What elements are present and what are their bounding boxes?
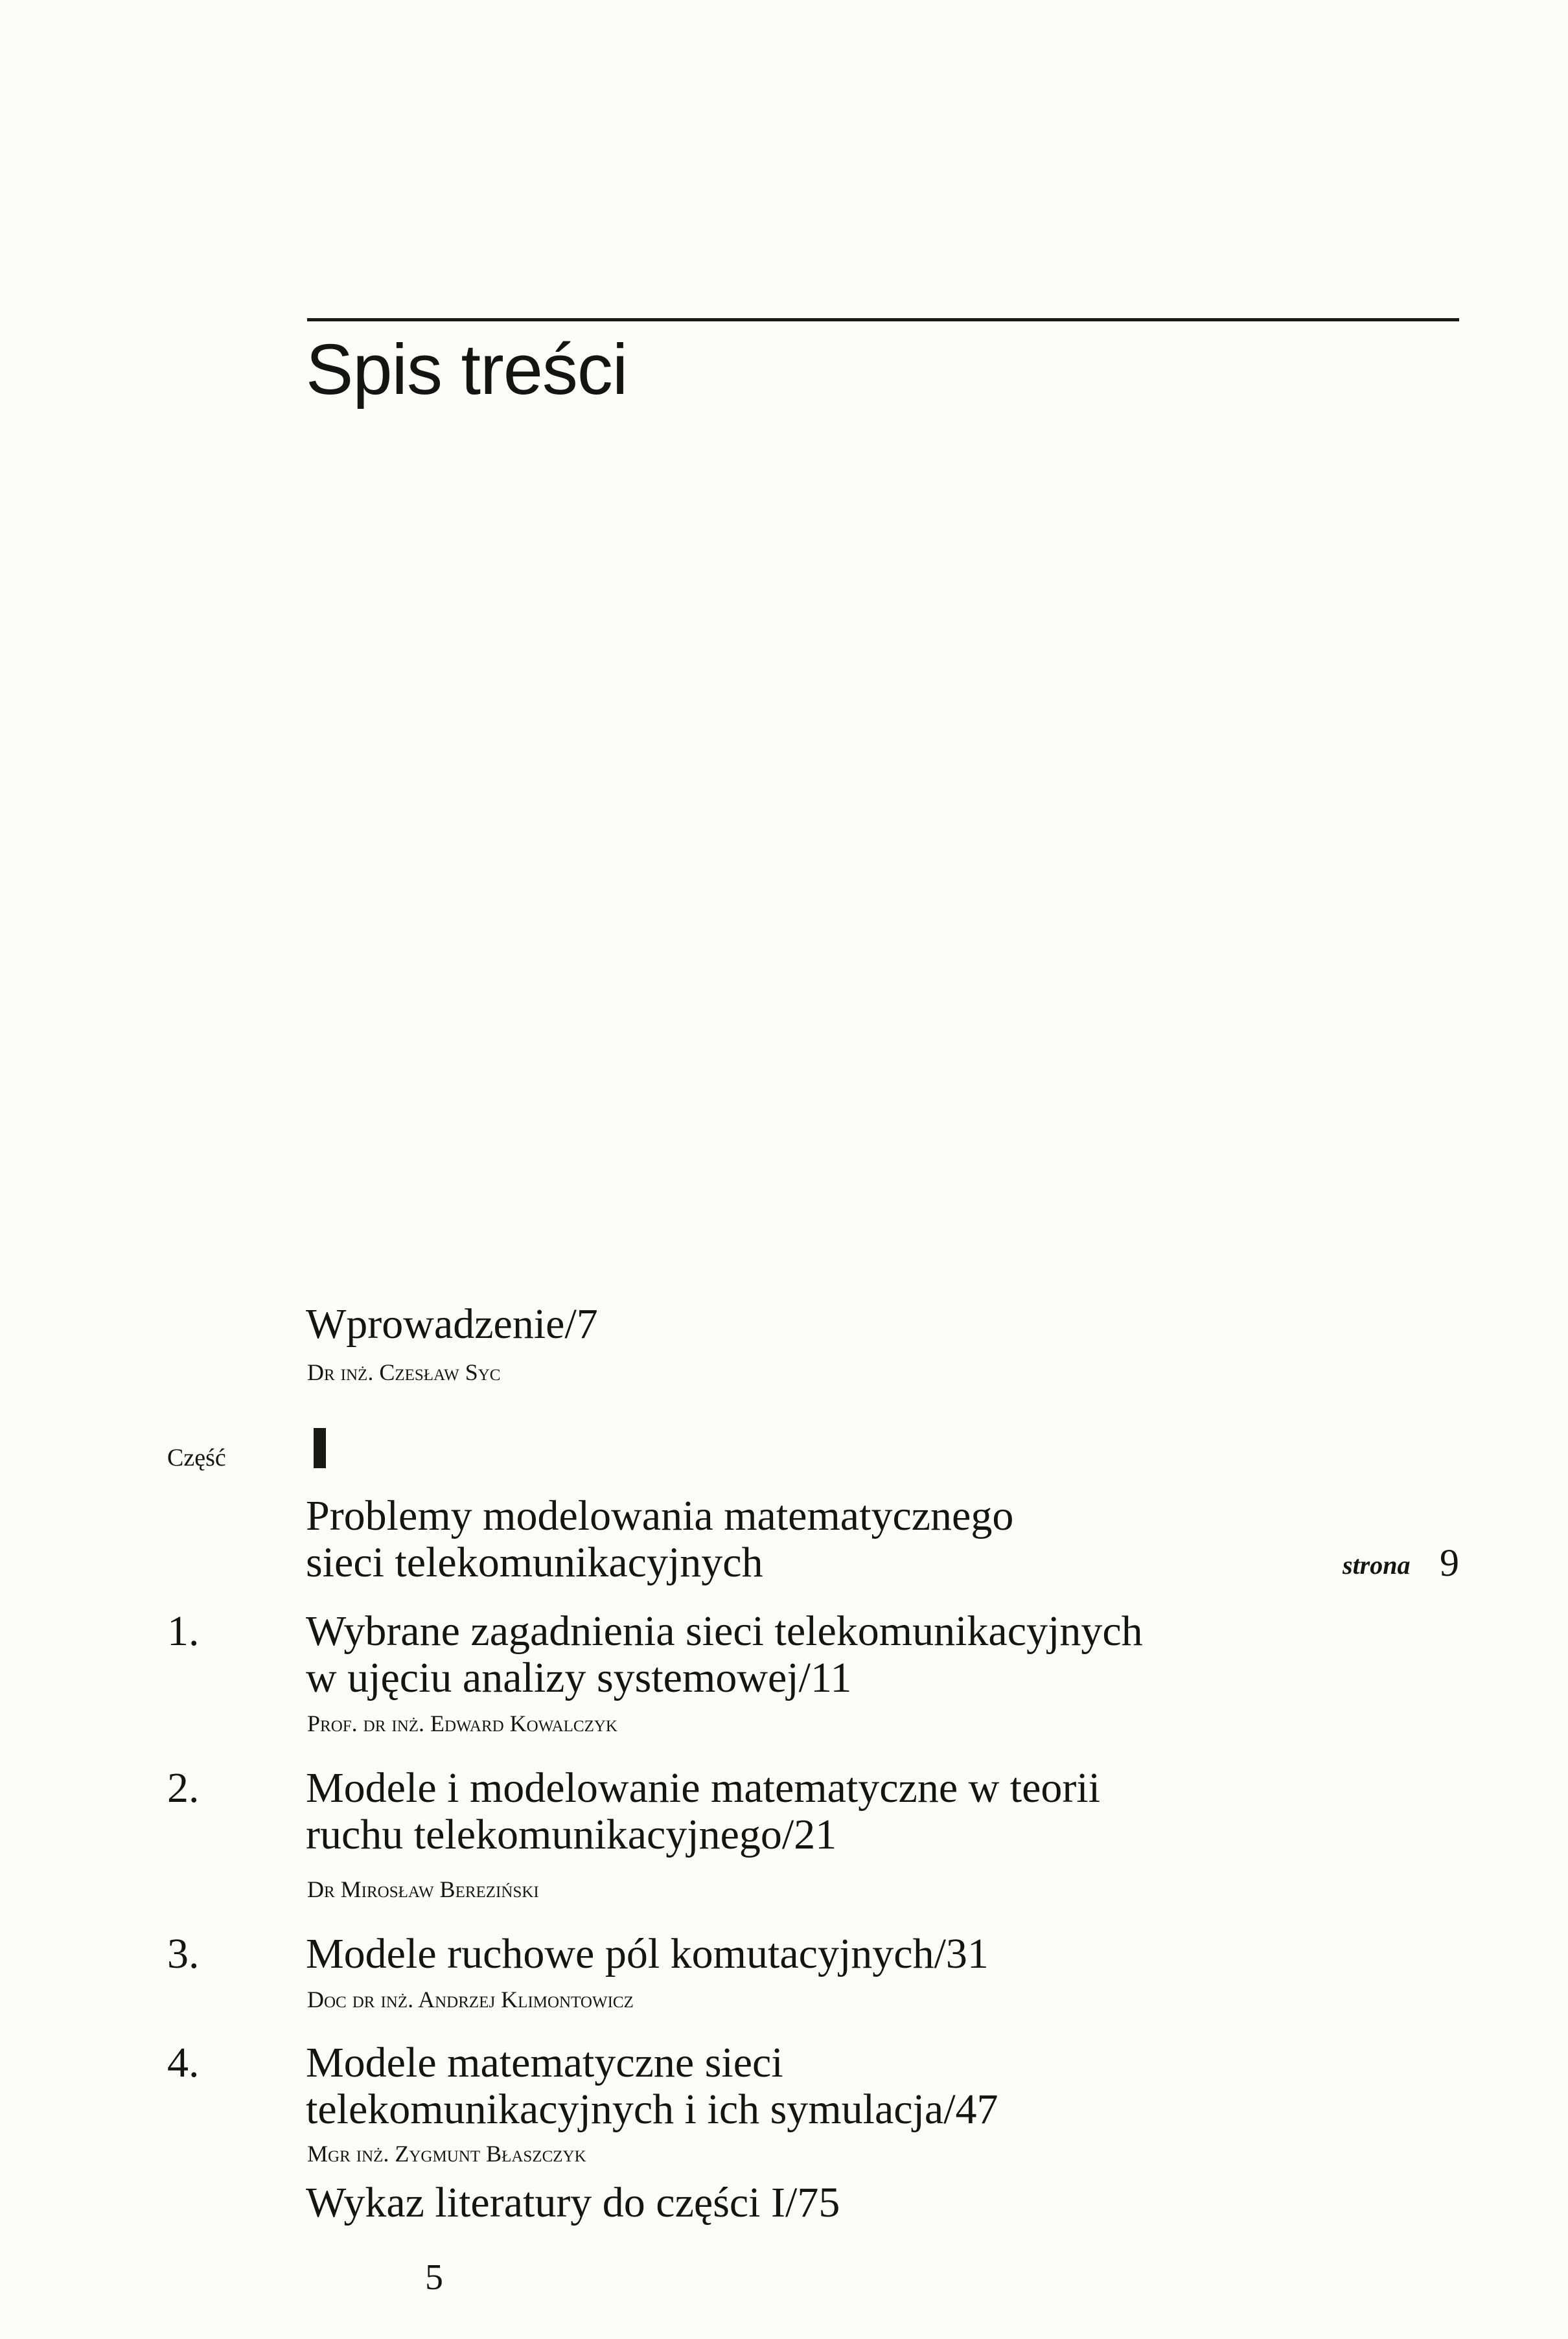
page-number: 5 xyxy=(425,2257,443,2298)
chapter-2-title-line2: ruchu telekomunikacyjnego/21 xyxy=(306,1811,837,1858)
part-numeral xyxy=(314,1428,326,1468)
chapter-4-title-line1: Modele matematyczne sieci xyxy=(306,2039,783,2086)
title-rule xyxy=(307,318,1459,321)
page-title: Spis treści xyxy=(306,330,628,409)
part-title-line1: Problemy modelowania matematycznego xyxy=(306,1492,1014,1539)
intro-author: Dr inż. Czesław Syc xyxy=(307,1359,501,1385)
chapter-3-number: 3. xyxy=(167,1930,200,1977)
chapter-3-title-line1: Modele ruchowe pól komutacyjnych/31 xyxy=(306,1930,989,1977)
bibliography-entry: Wykaz literatury do części I/75 xyxy=(306,2179,840,2226)
chapter-4-author: Mgr inż. Zygmunt Błaszczyk xyxy=(307,2141,586,2167)
part-label: Część xyxy=(167,1444,226,1471)
chapter-2-number: 2. xyxy=(167,1764,200,1812)
part-page-number: 9 xyxy=(1440,1541,1459,1584)
chapter-1-title-line1: Wybrane zagadnienia sieci telekomunikacyjnych xyxy=(306,1607,1143,1655)
chapter-2-author: Dr Mirosław Bereziński xyxy=(307,1876,539,1902)
chapter-2-title-line1: Modele i modelowanie matematyczne w teorii xyxy=(306,1764,1101,1812)
chapter-4-title-line2: telekomunikacyjnych i ich symulacja/47 xyxy=(306,2086,998,2133)
chapter-3-author: Doc dr inż. Andrzej Klimontowicz xyxy=(307,1987,634,2012)
chapter-1-title-line2: w ujęciu analizy systemowej/11 xyxy=(306,1654,852,1701)
chapter-4-number: 4. xyxy=(167,2039,200,2086)
intro-title: Wprowadzenie/7 xyxy=(306,1300,598,1348)
part-title-line2: sieci telekomunikacyjnych xyxy=(306,1539,763,1586)
page-label: strona xyxy=(1343,1550,1411,1580)
chapter-1-number: 1. xyxy=(167,1607,200,1655)
chapter-1-author: Prof. dr inż. Edward Kowalczyk xyxy=(307,1711,617,1736)
